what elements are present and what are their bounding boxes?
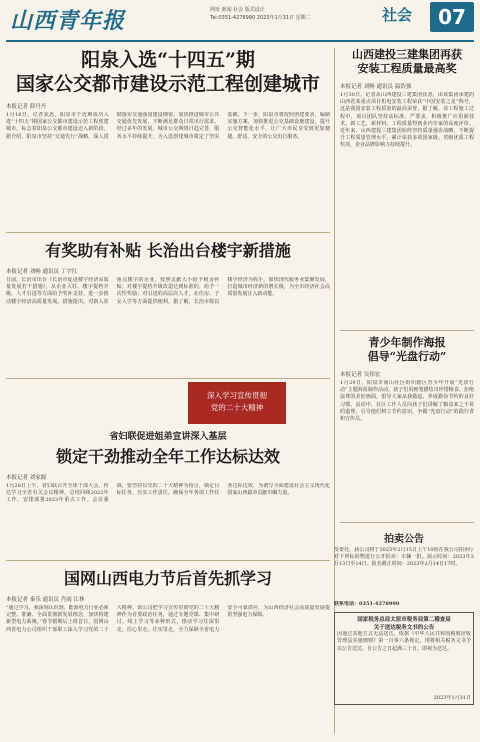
auction-body: 受委托，我公司将于2023年2月15日上午10时在我公司拍卖厅对下列标的物进行公开拍卖：车辆一批。展示时间：2023年2月13日至14日。报名截止时间：2023年2月14日17时。 (334, 547, 474, 568)
masthead-info-line2: Tel:0351-4278990 2023年1月31日 星期二 (210, 15, 311, 21)
lead-title-line1: 阳泉入选“十四五”期 (81, 49, 255, 71)
article3-title-line2: 锁定干劲推动全年工作达标达效 (55, 447, 280, 466)
article2-body: 日前，长治市出台《长治市促进楼宇经济高质量发展若干措施》，从企业入驻、楼宇提档升级、人才引进等方面给予奖补支持，进一步推动楼宇经济高质量发展。措施提出，对新入驻重点楼宇的企业，按照贡献大小给予租金补贴；对楼宇提档升级改造达到标准的，给予一次性奖励；对引进的高层次人才，在住房、子女入学等方面提供便利。据了解，长治市将以楼宇经济为抓手，加快现代服务业集聚发展，打造城市经济新的增长极，为全市经济社会高质量发展注入新动能。 (6, 277, 330, 305)
section-divider (340, 330, 474, 331)
right2-body: 1月29日，阳泉市南山社区组织辖区青少年开展“光盘行动”主题海报制作活动。孩子们用画笔描绘出珍惜粮食、拒绝浪费的美好画面，倡导大家从我做起，养成勤俭节约的良好习惯。活动中，社区工作人员向孩子们讲解了粮食来之不易的道理，引导他们树立节约意识，争做“光盘行动”的践行者和宣传员。 (340, 380, 474, 423)
article3-body: 1月28日上午，省妇联召开全体干部大会，传达学习全省有关会议精神，总结回顾2022年工作，安排部署2023年重点工作。会议强调，要坚持以党的二十大精神为指引，锁定目标任务，压实工作责任，确保全年各项工作任务达标达效，为谱写全面建设社会主义现代化国家山西篇章贡献巾帼力量。 (6, 483, 330, 504)
page-number: 07 (430, 2, 474, 32)
article-construction (340, 48, 474, 342)
lead-body: 1月16日，记者获悉，阳泉市于近期成功入选“十四五”期国家公交都市建设示范工程创建城市，标志着阳泉公交都市建设迈入新阶段。据介绍，阳泉市坚持“交通先行”战略，深入贯彻落实交通强国建设纲要，加快推进城市公共交通优先发展，不断满足群众日常出行需求。经过多年的发展，城市公交网络日趋完善，服务水平持续提升，为入选创建城市奠定了坚实基础。下一步，阳泉市将按照创建要求，编制实施方案，加快推进公交基础设施建设，提升公交智能化水平，让广大市民享受到更加便捷、舒适、安全的公交出行服务。 (6, 112, 330, 140)
banner-line1: 深入学习宣传贯彻 (207, 391, 267, 400)
masthead (0, 0, 480, 44)
right1-title-line2: 安装工程质量最高奖 (357, 62, 457, 75)
auction-title: 拍卖公告 (384, 534, 424, 545)
theme-banner (188, 382, 286, 424)
article4-body: “通过学习，我深刻认识到，能源电力行业必须完整、准确、全面贯彻新发展理念，加快构建新型电力系统。”春节假期后上班首日，国网山西省电力公司组织干部职工深入学习党的二十大精神。该公司把学习宣传贯彻党的二十大精神作为首要政治任务，通过专题党课、集中研讨、线上学习等多种形式，推动学习往深里走、往心里走、往实里走，全力保障全省电力安全可靠供应，为山西经济社会高质量发展提供坚强电力保障。 (6, 605, 330, 633)
notice-area (334, 528, 474, 736)
article-womens-federation (6, 430, 330, 555)
tax-notice (334, 612, 474, 705)
right2-title-line1: 青少年制作海报 (368, 336, 446, 349)
article4-title: 国网山西电力节后首先抓学习 (63, 569, 272, 588)
lead-byline: 本报记者 薛丹丹 (6, 104, 47, 110)
article2-title: 有奖助有补贴 长治出台楼宇新措施 (45, 241, 291, 260)
banner-line2: 党的二十大精神 (210, 403, 264, 412)
auction-contact: 联系电话：0351-4278990 (334, 601, 400, 607)
masthead-info-line1: 网址 新闻 社会 版式设计 (210, 7, 265, 13)
newspaper-logo: 山西青年报 (10, 8, 126, 34)
article-clean-plate (340, 336, 474, 526)
section-label: 社会 (382, 6, 413, 24)
section-divider (6, 560, 330, 561)
right2-title-line2: 倡导“光盘行动” (367, 350, 447, 363)
tax-notice-subtitle: 关于送达税务文书的公告 (373, 625, 435, 632)
tax-notice-date: 2023年1月31日 (433, 695, 471, 702)
right1-byline: 本报记者 刘畅 通讯员 温浩强 (340, 84, 412, 90)
right1-title-line1: 山西建投三建集团再获 (352, 48, 462, 61)
section-divider (6, 232, 330, 233)
tax-notice-title: 国家税务总局太原市税务局第二稽查局 (357, 617, 451, 624)
article4-byline: 本报记者 秦乐 通讯员 肖雨 江林 (6, 597, 85, 603)
article-changzhi (6, 238, 330, 389)
right2-byline: 本报记者 吴伟宏 (340, 372, 381, 378)
lead-title-line2: 国家公交都市建设示范工程创建城市 (15, 73, 320, 95)
tax-notice-body: 因通过其他方式无法送达，依据《中华人民共和国税收征收管理法实施细则》第一百零六条规定，现将相关税务文书予以公告送达。自公告之日起满三十日，即视为送达。 (337, 631, 471, 652)
lead-article (6, 48, 330, 220)
masthead-rule (6, 40, 474, 42)
article-state-grid (6, 566, 330, 737)
section-divider (6, 378, 330, 379)
article3-title-line1: 省妇联促进姐弟宣讲深入基层 (109, 432, 227, 442)
article3-byline: 本报记者 刘家源 (6, 475, 47, 481)
section-divider (340, 522, 474, 523)
article2-byline: 本报记者 刘畅 通讯员 丁宇红 (6, 269, 78, 275)
right1-body: 1月30日，记者从山西建投三建集团获悉，由该集团承建的山西省某重点项目机电安装工程荣获“中国安装之星”称号，这是我国安装工程质量的最高荣誉。据了解，该工程施工过程中，项目团队坚持高标准、严要求，积极推广应用新技术、新工艺、新材料，工程质量得到业内专家的高度评价。近年来，山西建投三建集团始终坚持质量强企战略，不断提升工程质量管理水平，累计荣获多项国家级、省级优质工程奖项，企业品牌影响力持续提升。 (340, 92, 474, 149)
